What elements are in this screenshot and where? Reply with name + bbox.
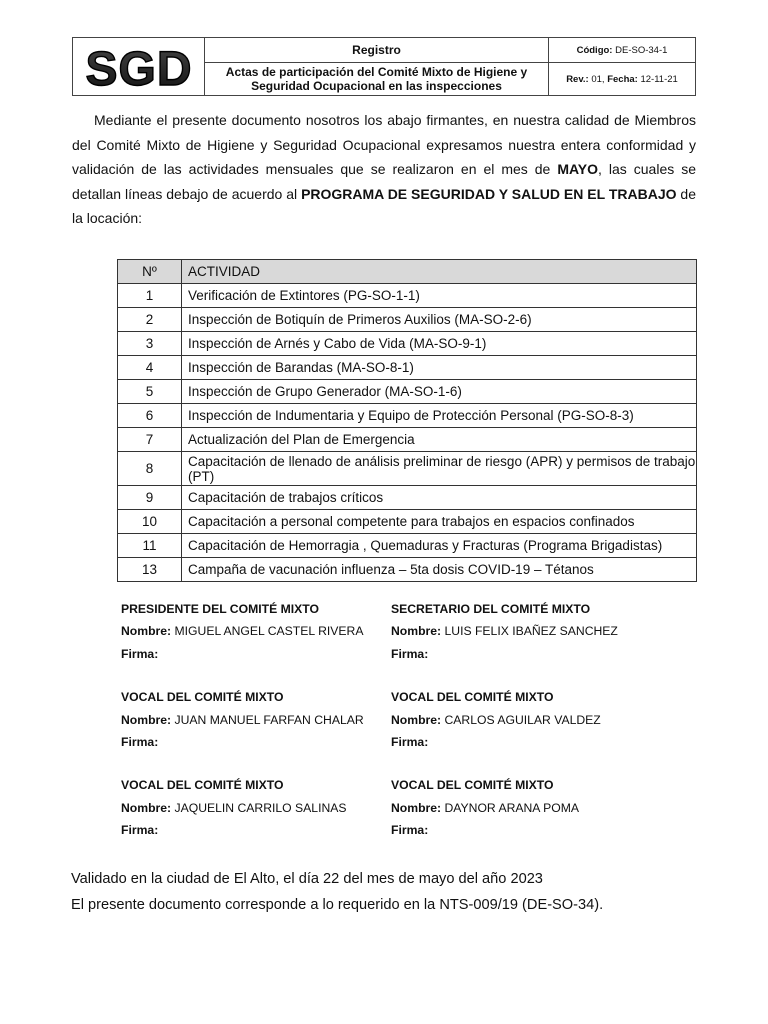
signature-block-secretary [391,598,681,665]
name-label: Nombre: [121,712,172,727]
row-num: 7 [118,428,182,452]
row-num: 9 [118,486,182,510]
row-num: 2 [118,308,182,332]
rev-value: 01, [591,73,605,85]
table-row [118,356,697,380]
table-row [118,404,697,428]
member-role: SECRETARIO DEL COMITÉ MIXTO [391,602,591,616]
member-name: LUIS FELIX IBAÑEZ SANCHEZ [444,624,618,639]
doc-code [549,38,695,63]
row-activity: Inspección de Barandas (MA-SO-8-1) [182,356,697,380]
table-row [118,380,697,404]
document-header [72,37,696,96]
member-role: PRESIDENTE DEL COMITÉ MIXTO [121,602,319,616]
header-meta [549,38,695,95]
signature-label: Firma: [121,823,159,838]
table-row [118,332,697,356]
code-label: Código: [576,44,613,56]
doc-revision [549,63,695,95]
table-row [118,558,697,582]
signature-label: Firma: [121,735,159,750]
row-num: 8 [118,452,182,486]
member-name-line [121,620,391,642]
header-num: Nº [118,260,182,284]
name-label: Nombre: [391,800,442,815]
norm-reference-line: El presente documento corresponde a lo requerido en la NTS-009/19 (DE-SO-34). [71,897,604,913]
row-num: 13 [118,558,182,582]
activities-table [117,259,697,582]
signature-section [121,598,681,842]
row-num: 6 [118,404,182,428]
row-activity: Actualización del Plan de Emergencia [182,428,697,452]
name-label: Nombre: [391,712,442,727]
code-value: DE-SO-34-1 [615,44,668,56]
header-center [205,38,549,95]
intro-text-3: de la locación: [72,185,696,227]
member-role: VOCAL DEL COMITÉ MIXTO [391,690,554,705]
signature-block-president [121,598,391,665]
member-name: CARLOS AGUILAR VALDEZ [444,712,601,727]
intro-month: MAYO [557,161,599,178]
doc-subtitle: Actas de participación del Comité Mixto de Higiene y Seguridad Ocupacional en las inspecciones [225,65,528,93]
name-label: Nombre: [121,624,172,639]
member-name: JAQUELIN CARRILO SALINAS [174,800,347,815]
intro-program: PROGRAMA DE SEGURIDAD Y SALUD EN EL TRABAJO [301,185,677,202]
row-num: 5 [118,380,182,404]
sgd-logo-icon [80,43,198,91]
name-label: Nombre: [121,800,172,815]
validation-footer [71,866,711,918]
signature-label: Firma: [391,646,429,661]
row-activity: Inspección de Indumentaria y Equipo de Protección Personal (PG-SO-8-3) [182,404,697,428]
signature-block-vocal-3 [121,774,391,841]
member-name-line [391,797,681,819]
table-row [118,510,697,534]
row-num: 10 [118,510,182,534]
row-activity: Inspección de Arnés y Cabo de Vida (MA-SO-9-1) [182,332,697,356]
member-name: MIGUEL ANGEL CASTEL RIVERA [174,624,364,639]
member-role: VOCAL DEL COMITÉ MIXTO [121,778,284,793]
row-activity: Verificación de Extintores (PG-SO-1-1) [182,284,697,308]
table-row [118,284,697,308]
signature-block-vocal-4 [391,774,681,841]
row-num: 11 [118,534,182,558]
member-name: JUAN MANUEL FARFAN CHALAR [174,712,364,727]
signature-label: Firma: [121,646,159,661]
intro-paragraph [72,108,696,231]
table-row [118,534,697,558]
header-activity: ACTIVIDAD [182,260,697,284]
signature-label: Firma: [391,735,429,750]
member-name-line [391,709,681,731]
row-activity: Capacitación de llenado de análisis preliminar de riesgo (APR) y permisos de trabajo (PT) [182,452,697,486]
table-row [118,308,697,332]
row-num: 1 [118,284,182,308]
signature-block-vocal-2 [391,686,681,753]
row-activity: Campaña de vacunación influenza – 5ta dosis COVID-19 – Tétanos [182,558,697,582]
date-value: 12-11-21 [640,73,678,85]
row-activity: Capacitación de trabajos críticos [182,486,697,510]
table-row [118,452,697,486]
row-activity: Capacitación a personal competente para trabajos en espacios confinados [182,510,697,534]
signature-block-vocal-1 [121,686,391,753]
logo-text: SGD [84,42,193,91]
member-role: VOCAL DEL COMITÉ MIXTO [391,778,554,793]
row-activity: Capacitación de Hemorragia , Quemaduras y Fracturas (Programa Brigadistas) [182,534,697,558]
table-row [118,428,697,452]
table-row [118,486,697,510]
member-name-line [121,709,391,731]
member-name-line [121,797,391,819]
date-label: Fecha: [607,73,638,85]
intro-text-2: , las cuales se detallan líneas debajo de acuerdo al [72,161,697,202]
table-header-row [118,260,697,284]
row-num: 4 [118,356,182,380]
row-activity: Inspección de Grupo Generador (MA-SO-1-6) [182,380,697,404]
row-activity: Inspección de Botiquín de Primeros Auxilios (MA-SO-2-6) [182,308,697,332]
signature-label: Firma: [391,823,429,838]
sgd-logo [73,38,205,95]
intro-text-1: Mediante el presente documento nosotros los abajo firmantes, en nuestra calidad de Miembros del Comité Mixto de Higiene y Seguridad Ocupacional expresamos nuestra entera conformidad y validación de las actividades mensuales que se realizaron en el mes de [72,112,696,178]
member-name-line [391,620,681,642]
rev-label: Rev.: [566,73,589,85]
row-num: 3 [118,332,182,356]
member-name: DAYNOR ARANA POMA [444,800,580,815]
validation-line: Validado en la ciudad de El Alto, el día 22 del mes de mayo del año 2023 [71,871,543,887]
member-role: VOCAL DEL COMITÉ MIXTO [121,690,284,705]
name-label: Nombre: [391,624,442,639]
doc-type-title: Registro [205,38,548,63]
